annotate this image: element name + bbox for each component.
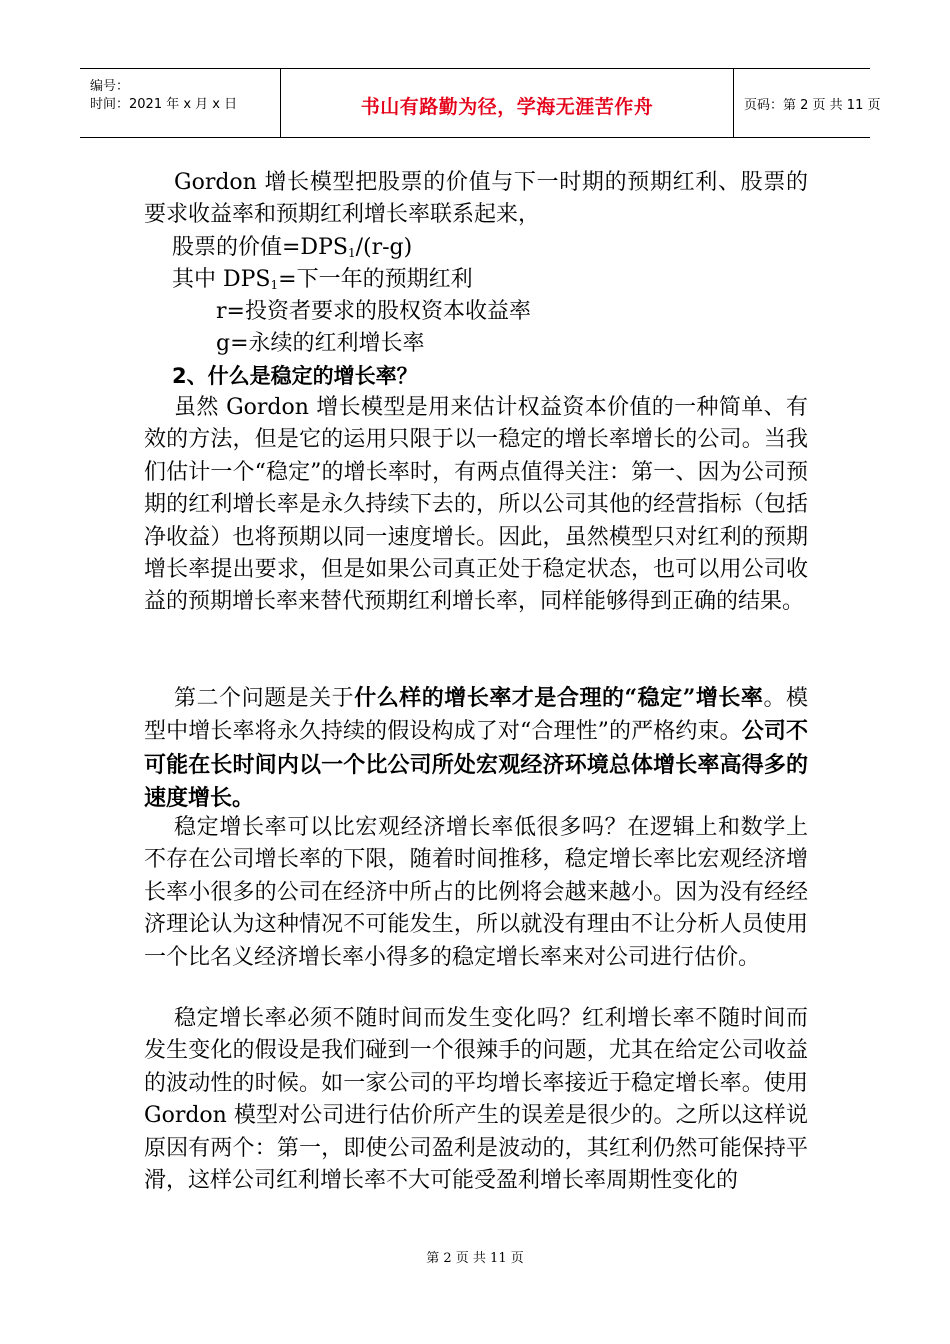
r-definition: r=投资者要求的股权资本收益率 xyxy=(216,299,531,324)
page-footer: 第 2 页 共 11 页 xyxy=(426,1251,524,1266)
paragraph-2-emphasis-1: 什么样的增长率才是合理的“稳定”增长率 xyxy=(354,685,764,711)
where-line: 其中 $DPS_1=$下一年的预期红利 xyxy=(172,267,473,292)
paragraph-2: 第二个问题是关于什么样的增长率才是合理的“稳定”增长率。模型中增长率将永久持续的假设构成了对“合理性”的严格约束。公司不可能在长时间内以一个比公司所处宏观经济环境总体增长率高得多的速度增长。 xyxy=(144,685,808,812)
motto: 书山有路勤为径，学海无涯苦作舟 xyxy=(360,96,654,118)
paragraph-3: 稳定增长率可以比宏观经济增长率低很多吗？在逻辑上和数学上不存在公司增长率的下限，随着时间推移，稳定增长率比宏观经济增长率小很多的公司在经济中所占的比例将会越来越小。因为没有经经济理论认为这种情况不可能发生，所以就没有理由不让分析人员使用一个比名义经济增长率小得多的稳定增长率来对公司进行估价。 xyxy=(144,815,808,970)
paragraph-4: 稳定增长率必须不随时间而发生变化吗？红利增长率不随时间而发生变化的假设是我们碰到一个很辣手的问题，尤其在给定公司收益的波动性的时候。如一家公司的平均增长率接近于稳定增长率。使用 Gordon 模型对公司进行估价所产生的误差是很少的。之所以这样说原因有两个：第一，即使公司盈利是波动的，其红利仍然可能保持平滑，这样公司红利增长率不大可能受盈利增长率周期性变化的 xyxy=(144,1006,808,1194)
paragraph-2-emphasis-2: 公司不可能在长时间内以一个比公司所处宏观经济环境总体增长率高得多的速度增长。 xyxy=(144,718,808,812)
g-definition: g=永续的红利增长率 xyxy=(216,331,425,356)
gordon-intro: Gordon 增长模型把股票的价值与下一时期的预期红利、股票的要求收益率和预期红利增长率联系起来， xyxy=(144,170,808,228)
header-right-cell xyxy=(734,69,881,137)
formula-line: 股票的价值$=DPS_1/(r-g)$ xyxy=(172,235,413,260)
header-table xyxy=(80,68,881,138)
time-label: 时间：2021 年 x 月 x 日 xyxy=(90,97,238,112)
paragraph-1: 虽然 Gordon 增长模型是用来估计权益资本价值的一种简单、有效的方法，但是它的运用只限于以一稳定的增长率增长的公司。当我们估计一个“稳定”的增长率时，有两点值得关注：第一、因为公司预期的红利增长率是永久持续下去的，所以公司其他的经营指标（包括净收益）也将预期以同一速度增长。因此，虽然模型只对红利的预期增长率提出要求，但是如果公司真正处于稳定状态，也可以用公司收益的预期增长率来替代预期红利增长率，同样能够得到正确的结果。 xyxy=(144,395,808,615)
number-label: 编号： xyxy=(90,79,130,94)
page-label: 页码：第 2 页 共 11 页 xyxy=(744,98,881,113)
section-heading: 2、什么是稳定的增长率？ xyxy=(172,364,418,388)
header-center-cell xyxy=(280,69,734,137)
header-left-cell xyxy=(80,69,280,137)
